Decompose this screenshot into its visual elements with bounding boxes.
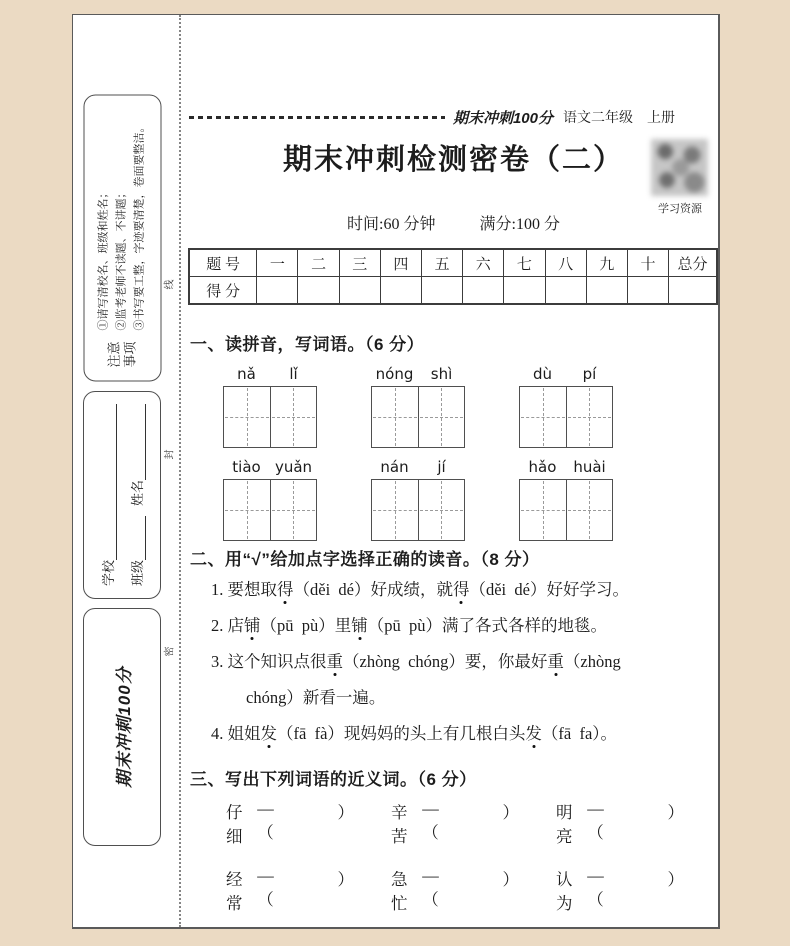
notice-box (83, 94, 161, 381)
class-blank-line (131, 516, 146, 560)
writing-grid-group (371, 458, 465, 541)
dash-open-paren: —（ (587, 866, 604, 909)
pinyin-syllable: yuǎn (274, 458, 313, 476)
writing-cell (270, 387, 317, 447)
score-blank-cell (463, 277, 504, 305)
score-blank-cell (669, 277, 717, 305)
notice-item: ①请写清校名、班级和姓名； (97, 187, 110, 330)
item-text: （zhòng chóng）要，你最好 (343, 652, 548, 671)
emphasized-char: 重 (547, 652, 564, 671)
emphasized-char: 铺 (351, 616, 368, 635)
score-blank-cell (586, 277, 627, 305)
writing-cell (372, 480, 418, 540)
section2-heading: 二、用“√”给加点字选择正确的读音。（8 分） (190, 550, 540, 569)
writing-grid-group (223, 458, 317, 541)
score-column-header: 三 (339, 249, 380, 277)
close-paren: ） (667, 803, 685, 822)
synonym-item (556, 866, 684, 914)
score-header-row (189, 249, 717, 277)
writing-grid-group (371, 365, 465, 448)
exam-time: 时间:60 分钟 (347, 216, 436, 233)
close-paren: ） (337, 803, 355, 822)
series-brand-box (83, 608, 161, 846)
page-header (189, 107, 675, 127)
resource-qr (651, 139, 709, 216)
notice-items (95, 104, 148, 330)
emphasized-char: 发 (525, 724, 542, 743)
item-text: （fā fà）现妈妈的头上有几根白头 (277, 724, 526, 743)
score-column-header: 六 (463, 249, 504, 277)
name-label: 姓名 (130, 479, 145, 506)
writing-cell (566, 387, 613, 447)
score-column-header: 四 (380, 249, 421, 277)
synonym-word: 认为 (556, 870, 573, 913)
score-blank-cell (504, 277, 545, 305)
score-column-header: 八 (545, 249, 586, 277)
seal-char: 密 (164, 646, 176, 657)
answer-blank (288, 866, 337, 914)
series-brand-text: 期末冲刺100分 (114, 666, 134, 788)
synonym-word: 急忙 (391, 870, 408, 913)
writing-cell (372, 387, 418, 447)
synonym-item (391, 799, 519, 847)
pinyin-labels (519, 365, 613, 386)
score-column-header: 二 (298, 249, 339, 277)
section1-heading: 一、读拼音，写词语。（6 分） (190, 335, 425, 354)
score-column-header: 九 (586, 249, 627, 277)
writing-grid (223, 479, 317, 541)
exam-full-score: 满分:100 分 (479, 216, 560, 233)
synonym-item (556, 799, 684, 847)
score-table (188, 248, 718, 305)
synonym-word: 仔细 (226, 803, 243, 846)
item-text: 4. 姐姐 (211, 724, 261, 743)
class-label: 班级 (130, 559, 145, 586)
item-text: （pū pù）里 (260, 616, 352, 635)
pinyin-grid-row (188, 458, 719, 541)
score-column-header: 七 (504, 249, 545, 277)
answer-blank (618, 866, 667, 914)
writing-cell (418, 387, 465, 447)
answer-blank (288, 799, 337, 847)
header-subject: 语文二年级 (563, 111, 633, 126)
pinyin-syllable: lǐ (289, 365, 298, 383)
exam-meta (188, 211, 719, 234)
question-item-line (188, 687, 722, 708)
synonym-item (391, 866, 519, 914)
pinyin-grid-row (188, 365, 719, 448)
name-blank-line (131, 404, 146, 480)
score-label: 得 分 (189, 277, 257, 305)
score-blank-cell (627, 277, 668, 305)
writing-grid-group (519, 458, 613, 541)
score-column-header: 五 (422, 249, 463, 277)
pinyin-syllable: jí (437, 458, 446, 476)
seal-char: 线 (164, 279, 176, 290)
writing-grid (519, 386, 613, 448)
header-dashed-leader (189, 116, 445, 119)
writing-cell (270, 480, 317, 540)
close-paren: ） (502, 803, 520, 822)
item-text: （fā fa）。 (541, 724, 618, 743)
emphasized-char: 得 (452, 580, 470, 599)
qr-caption: 学习资源 (658, 203, 702, 215)
emphasized-char: 铺 (244, 616, 261, 635)
synonym-word: 明亮 (556, 803, 573, 846)
close-paren: ） (502, 870, 520, 889)
answer-blank (453, 799, 502, 847)
pinyin-syllable: nǎ (237, 365, 256, 383)
item-text: （zhòng (563, 652, 621, 671)
item-text: （děi dé）好成绩，就 (293, 580, 453, 599)
synonym-word: 辛苦 (391, 803, 408, 846)
seal-dotted-line (179, 15, 181, 927)
question-item-line (188, 723, 722, 744)
writing-grid (371, 386, 465, 448)
item-text: 1. 要想取 (211, 580, 277, 599)
notice-item: ③书写要工整，字迹要清楚，卷面要整洁。 (132, 121, 145, 330)
header-volume: 上册 (647, 111, 675, 126)
synonym-rows (226, 799, 726, 933)
emphasized-char: 得 (277, 580, 294, 599)
question-item-line (188, 651, 722, 672)
synonym-item (226, 799, 354, 847)
student-info-box (83, 391, 161, 599)
writing-grid (371, 479, 465, 541)
pinyin-syllable: dù (532, 365, 553, 383)
notice-label-line: 事项 (122, 341, 137, 368)
exam-title: 期末冲刺检测密卷（二） (282, 144, 624, 176)
question-item-line (188, 579, 722, 600)
section2-items (188, 579, 722, 759)
writing-cell (224, 480, 270, 540)
question-number-label: 题 号 (189, 249, 257, 277)
score-blank-cell (422, 277, 463, 305)
score-blank-cell (257, 277, 298, 305)
pinyin-labels (223, 365, 317, 386)
item-text: （pū pù）满了各式各样的地毯。 (367, 616, 607, 635)
pinyin-labels (371, 365, 465, 386)
dash-open-paren: —（ (422, 866, 439, 909)
dash-open-paren: —（ (587, 799, 604, 842)
school-label: 学校 (101, 559, 116, 586)
synonym-row (226, 799, 726, 847)
writing-cell (418, 480, 465, 540)
pinyin-syllable: pí (582, 365, 597, 383)
score-value-row (189, 277, 717, 305)
pinyin-syllable: nóng (375, 365, 414, 383)
pinyin-syllable: huài (573, 458, 606, 476)
score-column-header: 十 (627, 249, 668, 277)
pinyin-syllable: hǎo (528, 458, 557, 476)
dash-open-paren: —（ (422, 799, 439, 842)
writing-grid-group (519, 365, 613, 448)
synonym-item (226, 866, 354, 914)
pinyin-labels (223, 458, 317, 479)
writing-grid (223, 386, 317, 448)
score-blank-cell (380, 277, 421, 305)
qr-code-image (651, 139, 708, 196)
score-blank-cell (339, 277, 380, 305)
answer-blank (618, 799, 667, 847)
header-brand: 期末冲刺100分 (452, 109, 553, 127)
notice-item: ②监考老师不读题、不讲题； (115, 187, 128, 330)
question-item-line (188, 615, 722, 636)
score-column-header: 一 (257, 249, 298, 277)
writing-cell (224, 387, 270, 447)
notice-label (106, 337, 139, 371)
writing-cell (520, 480, 566, 540)
writing-cell (566, 480, 613, 540)
pinyin-labels (371, 458, 465, 479)
close-paren: ） (337, 870, 355, 889)
writing-cell (520, 387, 566, 447)
section3-heading: 三、写出下列词语的近义词。（6 分） (190, 770, 477, 789)
item-text: chóng）新看一遍。 (246, 688, 386, 707)
pinyin-syllable: nán (380, 458, 409, 476)
synonym-word: 经常 (226, 870, 243, 913)
score-column-header: 总分 (669, 249, 717, 277)
pinyin-labels (519, 458, 613, 479)
synonym-row (226, 866, 726, 914)
close-paren: ） (667, 870, 685, 889)
writing-grid-group (223, 365, 317, 448)
notice-label-line: 注意 (105, 341, 121, 368)
answer-blank (453, 866, 502, 914)
seal-char: 封 (164, 449, 176, 460)
emphasized-char: 发 (260, 724, 277, 743)
dash-open-paren: —（ (257, 866, 274, 909)
score-blank-cell (298, 277, 339, 305)
emphasized-char: 重 (326, 652, 343, 671)
school-blank-line (102, 404, 117, 560)
pinyin-syllable: tiào (232, 458, 261, 476)
exam-paper-page (72, 14, 720, 929)
item-text: 2. 店 (211, 616, 244, 635)
item-text: （děi dé）好好学习。 (469, 580, 629, 599)
pinyin-syllable: shì (430, 365, 453, 383)
writing-grid (519, 479, 613, 541)
pinyin-grid-rows (188, 365, 719, 551)
score-blank-cell (545, 277, 586, 305)
item-text: 3. 这个知识点很 (211, 652, 327, 671)
dash-open-paren: —（ (257, 799, 274, 842)
